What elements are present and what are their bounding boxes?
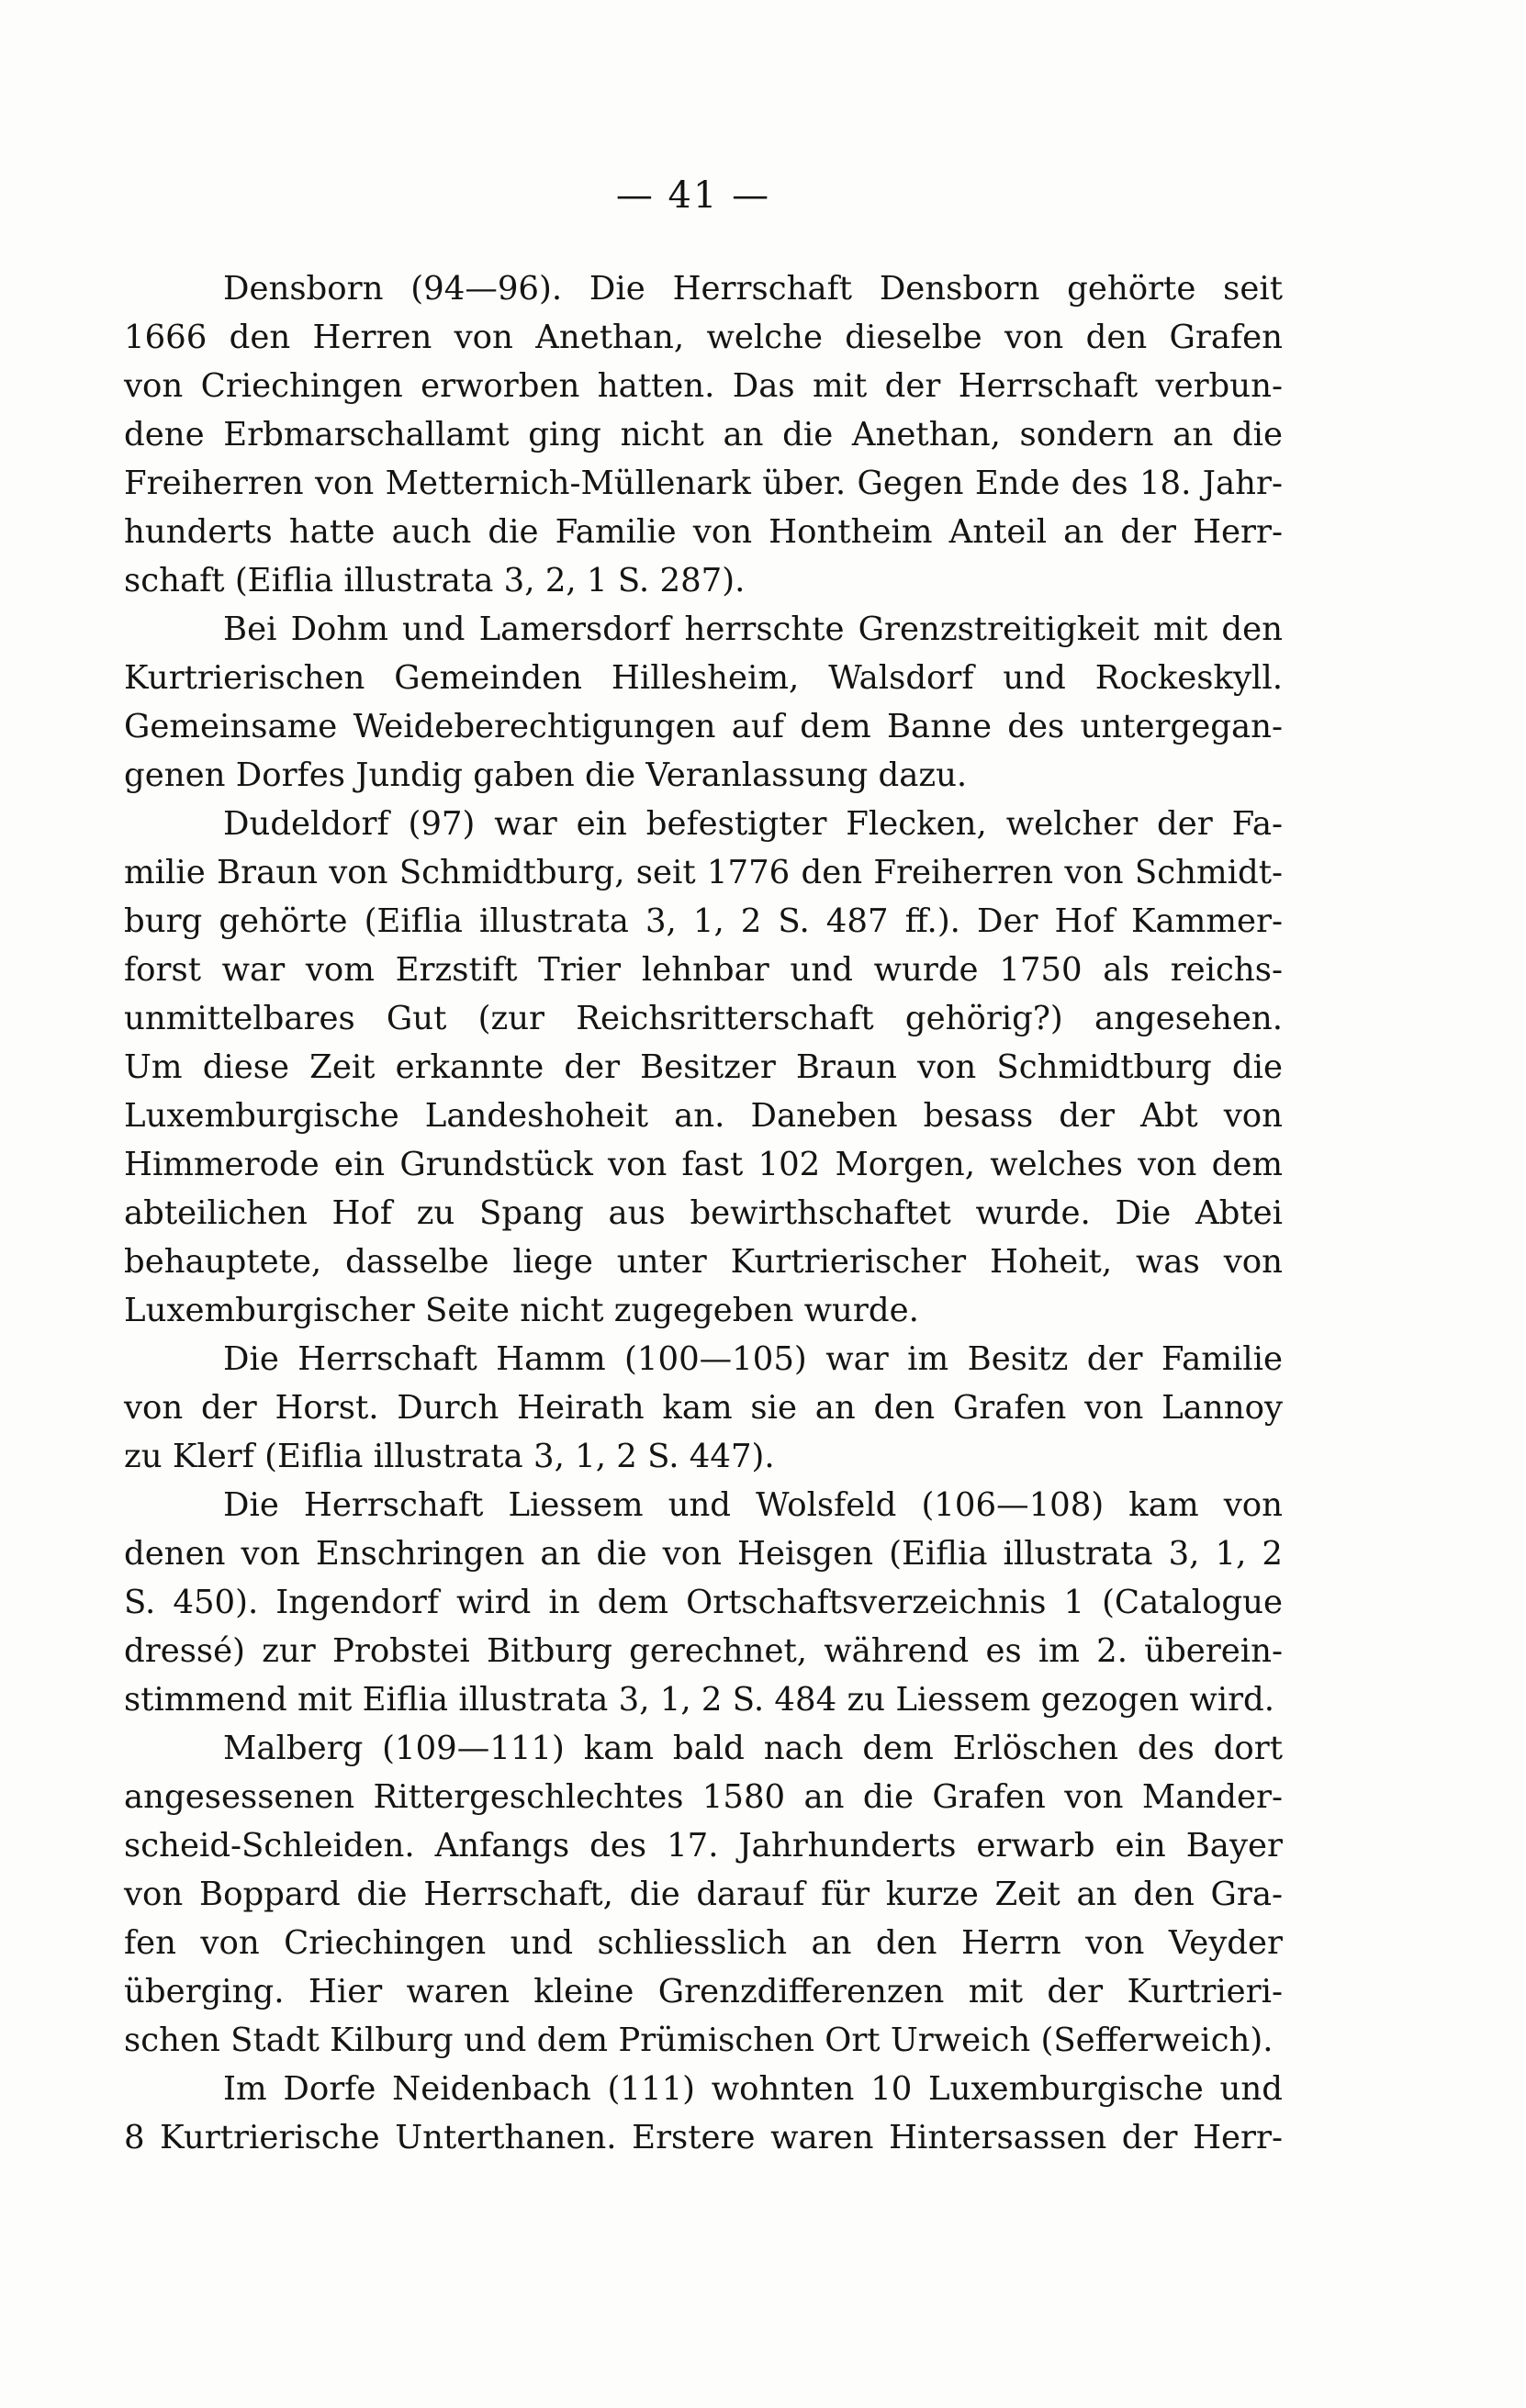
text-line: milie Braun von Schmidtburg, seit 1776 den Freiherren von Schmidt-	[124, 854, 1283, 891]
paragraph	[124, 605, 1283, 800]
text-line: Freiherren von Metternich-Müllenark über. Gegen Ende des 18. Jahr-	[124, 465, 1283, 502]
text-line: Kurtrierischen Gemeinden Hillesheim, Walsdorf und Rockeskyll.	[124, 659, 1283, 697]
text-line: denen von Enschringen an die von Heisgen (Eiflia illustrata 3, 1, 2	[124, 1535, 1283, 1573]
text-line: überging. Hier waren kleine Grenzdifferenzen mit der Kurtrieri-	[124, 1973, 1283, 2010]
paragraph	[124, 2065, 1283, 2162]
text-line: Die Herrschaft Hamm (100—105) war im Besitz der Familie	[223, 1340, 1283, 1378]
paragraph	[124, 1724, 1283, 2065]
text-line: Die Herrschaft Liessem und Wolsfeld (106—108) kam von	[223, 1486, 1283, 1524]
text-line: scheid-Schleiden. Anfangs des 17. Jahrhunderts erwarb ein Bayer	[124, 1827, 1283, 1865]
text-line: stimmend mit Eiflia illustrata 3, 1, 2 S. 484 zu Liessem gezogen wird.	[124, 1681, 1275, 1719]
text-line: Himmerode ein Grundstück von fast 102 Morgen, welches von dem	[124, 1146, 1283, 1183]
text-line: forst war vom Erzstift Trier lehnbar und wurde 1750 als reichs-	[124, 951, 1283, 989]
text-line: unmittelbares Gut (zur Reichsritterschaft gehörig?) angesehen.	[124, 1000, 1283, 1037]
page-number: — 41 —	[615, 174, 771, 217]
text-line: von der Horst. Durch Heirath kam sie an den Grafen von Lannoy	[124, 1389, 1283, 1427]
paragraph	[124, 1481, 1283, 1724]
text-line: schen Stadt Kilburg und dem Prümischen Ort Urweich (Sefferweich).	[124, 2022, 1274, 2059]
text-line: Bei Dohm und Lamersdorf herrschte Grenzstreitigkeit mit den	[223, 610, 1283, 648]
text-line: burg gehörte (Eiflia illustrata 3, 1, 2 S. 487 ff.). Der Hof Kammer-	[124, 902, 1283, 940]
text-line: 1666 den Herren von Anethan, welche dieselbe von den Grafen	[124, 319, 1283, 356]
text-line: genen Dorfes Jundig gaben die Veranlassung dazu.	[124, 756, 968, 794]
text-line: Malberg (109—111) kam bald nach dem Erlöschen des dort	[223, 1730, 1283, 1767]
text-line: angesessenen Rittergeschlechtes 1580 an die Grafen von Mander-	[124, 1778, 1283, 1816]
text-line: von Criechingen erworben hatten. Das mit der Herrschaft verbun-	[124, 367, 1283, 405]
text-line: hunderts hatte auch die Familie von Hontheim Anteil an der Herr-	[124, 513, 1283, 551]
text-line: Dudeldorf (97) war ein befestigter Flecken, welcher der Fa-	[223, 805, 1283, 843]
paragraph	[124, 264, 1283, 605]
text-line: dene Erbmarschallamt ging nicht an die Anethan, sondern an die	[124, 416, 1283, 454]
text-line: zu Klerf (Eiflia illustrata 3, 1, 2 S. 447).	[124, 1438, 775, 1475]
text-line: 8 Kurtrierische Unterthanen. Erstere waren Hintersassen der Herr-	[124, 2119, 1283, 2156]
text-line: von Boppard die Herrschaft, die darauf für kurze Zeit an den Gra-	[124, 1876, 1283, 1913]
text-line: dressé) zur Probstei Bitburg gerechnet, während es im 2. überein-	[124, 1632, 1283, 1670]
paragraph	[124, 1335, 1283, 1481]
text-line: Densborn (94—96). Die Herrschaft Densborn gehörte seit	[223, 270, 1283, 308]
text-line: schaft (Eiflia illustrata 3, 2, 1 S. 287).	[124, 562, 746, 599]
body-text	[124, 264, 1283, 2162]
text-line: Luxemburgischer Seite nicht zugegeben wurde.	[124, 1292, 919, 1329]
text-line: S. 450). Ingendorf wird in dem Ortschaftsverzeichnis 1 (Catalogue	[124, 1584, 1283, 1621]
text-line: Um diese Zeit erkannte der Besitzer Braun von Schmidtburg die	[124, 1048, 1283, 1086]
text-line: fen von Criechingen und schliesslich an den Herrn von Veyder	[124, 1924, 1283, 1962]
paragraph	[124, 800, 1283, 1335]
text-line: Gemeinsame Weideberechtigungen auf dem Banne des untergegan-	[124, 708, 1283, 745]
text-line: abteilichen Hof zu Spang aus bewirthschaftet wurde. Die Abtei	[124, 1194, 1283, 1232]
text-line: Luxemburgische Landeshoheit an. Daneben besass der Abt von	[124, 1097, 1283, 1135]
text-line: behauptete, dasselbe liege unter Kurtrierischer Hoheit, was von	[124, 1243, 1283, 1281]
text-line: Im Dorfe Neidenbach (111) wohnten 10 Luxemburgische und	[223, 2070, 1283, 2108]
